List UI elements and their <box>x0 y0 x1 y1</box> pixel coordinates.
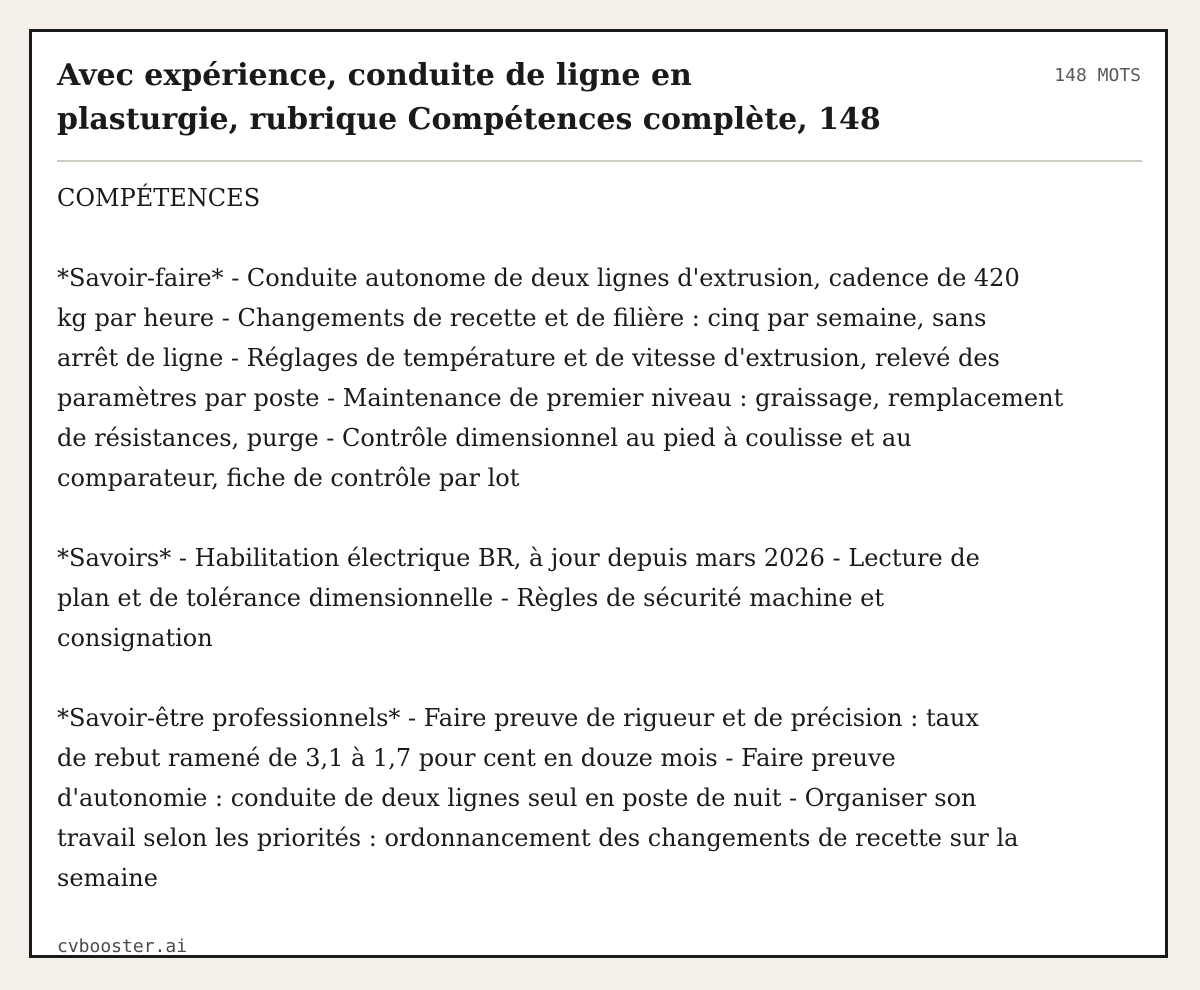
paragraph-line: *Savoir-être professionnels* - Faire preuve de rigueur et de précision : taux <box>57 704 979 732</box>
paragraph-line: arrêt de ligne - Réglages de température et de vitesse d'extrusion, relevé des <box>57 344 1000 372</box>
paragraph-line: kg par heure - Changements de recette et de filière : cinq par semaine, sans <box>57 304 987 332</box>
paragraph-line: travail selon les priorités : ordonnancement des changements de recette sur la <box>57 824 1019 852</box>
section-heading: COMPÉTENCES <box>57 184 261 212</box>
paragraph-line: de résistances, purge - Contrôle dimensionnel au pied à coulisse et au <box>57 424 912 452</box>
title-line: plasturgie, rubrique Compétences complète, 148 <box>57 102 881 137</box>
paragraph-line: plan et de tolérance dimensionnelle - Règles de sécurité machine et <box>57 584 885 612</box>
footer-brand: cvbooster.ai <box>57 936 188 957</box>
paragraph-line: de rebut ramené de 3,1 à 1,7 pour cent en douze mois - Faire preuve <box>57 744 896 772</box>
paragraph-line: d'autonomie : conduite de deux lignes seul en poste de nuit - Organiser son <box>57 784 977 812</box>
paragraph-line: consignation <box>57 624 213 652</box>
title-line: Avec expérience, conduite de ligne en <box>57 58 692 93</box>
document-body <box>57 178 1137 898</box>
paragraph-line: *Savoir-faire* - Conduite autonome de deux lignes d'extrusion, cadence de 420 <box>57 264 1020 292</box>
blank-line <box>57 218 1137 258</box>
header-divider <box>57 160 1142 162</box>
paragraph-line: semaine <box>57 864 158 892</box>
document-title <box>57 54 957 142</box>
document-card <box>29 29 1168 958</box>
paragraph-line: paramètres par poste - Maintenance de premier niveau : graissage, remplacement <box>57 384 1064 412</box>
word-count-label: 148 MOTS <box>1054 65 1141 86</box>
paragraph-line: comparateur, fiche de contrôle par lot <box>57 464 520 492</box>
paragraph-line: *Savoirs* - Habilitation électrique BR, à jour depuis mars 2026 - Lecture de <box>57 544 980 572</box>
blank-line <box>57 498 1137 538</box>
blank-line <box>57 658 1137 698</box>
